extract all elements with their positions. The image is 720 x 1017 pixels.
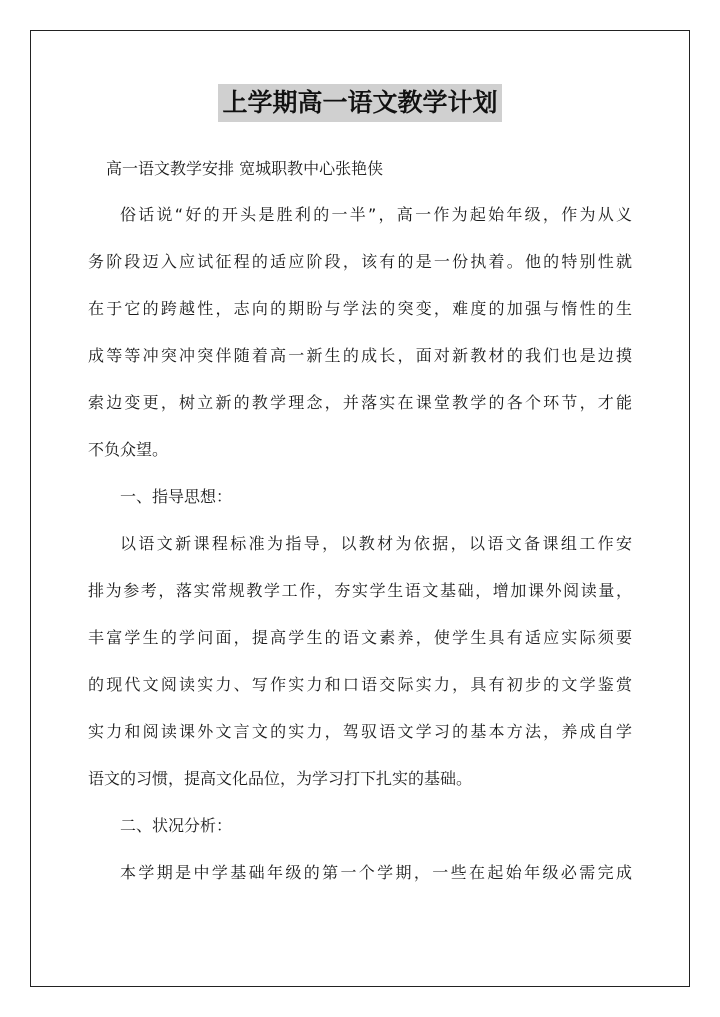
document-title: 上学期高一语文教学计划 — [218, 84, 501, 122]
section-heading-guiding-ideology: 一、指导思想： — [120, 487, 233, 506]
paragraph-3-line-1: 本学期是中学基础年级的第一个学期，一些在起始年级必需完成 — [120, 863, 632, 882]
paragraph-1-line-2: 务阶段迈入应试征程的适应阶段，该有的是一份执着。他的特别性就 — [88, 252, 632, 271]
section-heading-situation-analysis: 二、状况分析： — [120, 816, 233, 835]
document-subtitle: 高一语文教学安排 宽城职教中心张艳侠 — [106, 159, 384, 178]
paragraph-2-line-1: 以语文新课程标准为指导，以教材为依据，以语文备课组工作安 — [120, 534, 632, 553]
paragraph-1-line-3: 在于它的跨越性，志向的期盼与学法的突变，难度的加强与惰性的生 — [88, 299, 632, 318]
paragraph-2-line-5: 实力和阅读课外文言文的实力，驾驭语文学习的基本方法，养成自学 — [88, 722, 632, 741]
paragraph-1-line-1: 俗话说“好的开头是胜利的一半”，高一作为起始年级，作为从义 — [120, 205, 632, 224]
paragraph-1-line-5: 索边变更，树立新的教学理念，并落实在课堂教学的各个环节，才能 — [88, 393, 632, 412]
paragraph-2-line-6: 语文的习惯，提高文化品位，为学习打下扎实的基础。 — [88, 769, 473, 788]
paragraph-1-line-6: 不负众望。 — [88, 440, 169, 459]
title-wrapper — [0, 84, 720, 122]
paragraph-2-line-3: 丰富学生的学问面，提高学生的语文素养，使学生具有适应实际须要 — [88, 628, 632, 647]
paragraph-1-line-4: 成等等冲突冲突伴随着高一新生的成长，面对新教材的我们也是边摸 — [88, 346, 632, 365]
paragraph-2-line-2: 排为参考，落实常规教学工作，夯实学生语文基础，增加课外阅读量， — [88, 581, 632, 600]
paragraph-2-line-4: 的现代文阅读实力、写作实力和口语交际实力，具有初步的文学鉴赏 — [88, 675, 632, 694]
